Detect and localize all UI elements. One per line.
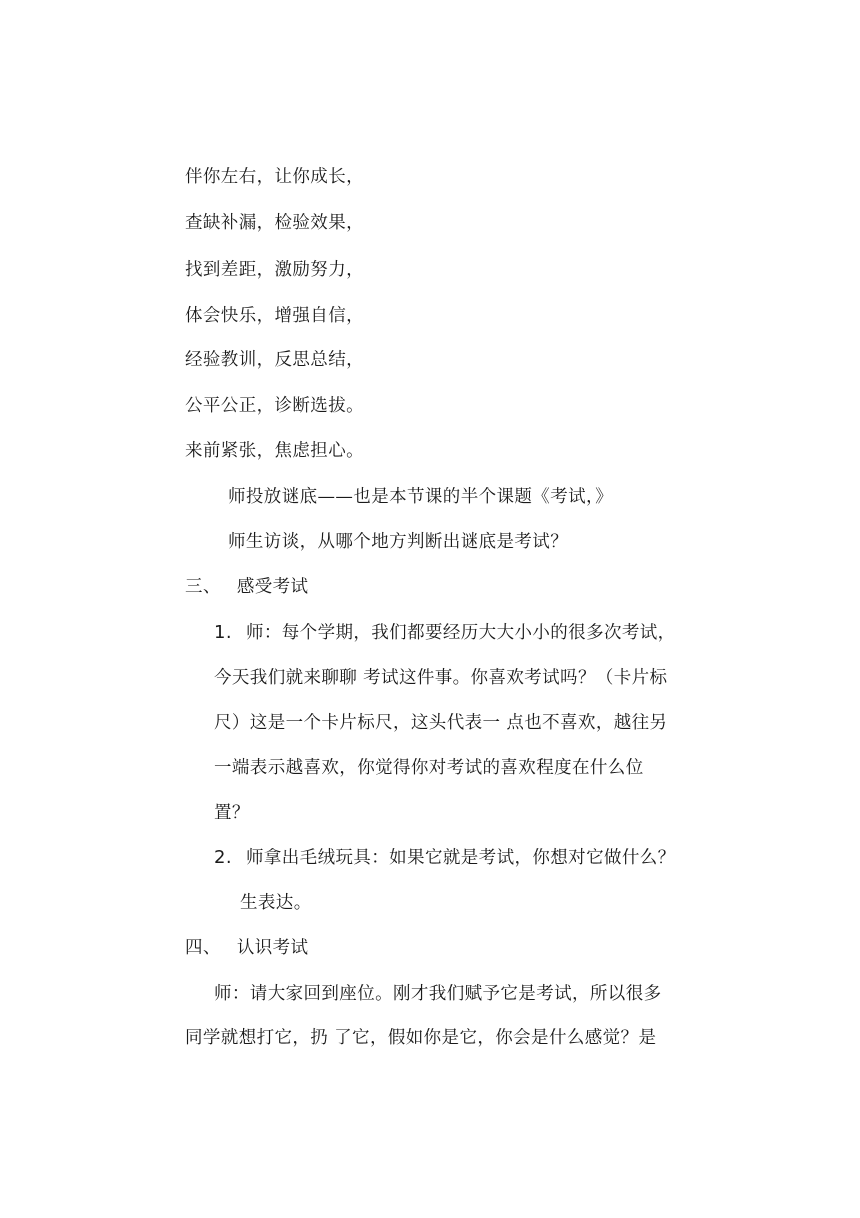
paragraph-text: 师拿出毛绒玩具：如果它就是考试，你想对它做什么？ bbox=[245, 848, 676, 868]
paragraph-line: 尺）这是一个卡片标尺，这头代表一 点也不喜欢，越往另 bbox=[214, 713, 668, 733]
poem-line: 伴你左右，让你成长， bbox=[185, 167, 364, 187]
section-number: 三、 bbox=[185, 577, 221, 597]
poem-line: 来前紧张，焦虑担心。 bbox=[185, 441, 364, 461]
paragraph-line: 同学就想打它，扔 了它，假如你是它，你会是什么感觉？是 bbox=[185, 1028, 657, 1048]
poem-line: 经验教训，反思总结， bbox=[185, 350, 364, 370]
list-number: 2. bbox=[214, 847, 232, 868]
list-item-1-line bbox=[214, 622, 676, 644]
list-number: 1. bbox=[214, 622, 232, 643]
section-4-heading bbox=[185, 937, 308, 959]
paragraph-line: 师：请大家回到座位。刚才我们赋予它是考试，所以很多 bbox=[214, 984, 662, 1004]
poem-line: 查缺补漏，检验效果， bbox=[185, 213, 364, 233]
list-item-2-line bbox=[214, 847, 676, 869]
reveal-line: 师投放谜底——也是本节课的半个课题《考试，》 bbox=[228, 487, 614, 507]
poem-line: 体会快乐，增强自信， bbox=[185, 306, 364, 326]
poem-line: 找到差距，激励努力， bbox=[185, 260, 364, 280]
section-title: 认识考试 bbox=[236, 938, 309, 958]
paragraph-line: 今天我们就来聊聊 考试这件事。你喜欢考试吗？（卡片标 bbox=[214, 668, 668, 688]
paragraph-text: 师：每个学期，我们都要经历大大小小的很多次考试， bbox=[245, 623, 676, 643]
paragraph-line: 置？ bbox=[214, 803, 250, 823]
question-line: 师生访谈，从哪个地方判断出谜底是考试？ bbox=[228, 532, 569, 552]
paragraph-line: 一端表示越喜欢，你觉得你对考试的喜欢程度在什么位 bbox=[214, 758, 644, 778]
section-title: 感受考试 bbox=[236, 577, 309, 597]
section-3-heading bbox=[185, 576, 308, 598]
poem-line: 公平公正，诊断选拔。 bbox=[185, 396, 364, 416]
section-number: 四、 bbox=[185, 938, 221, 958]
followup-line: 生表达。 bbox=[240, 893, 312, 913]
